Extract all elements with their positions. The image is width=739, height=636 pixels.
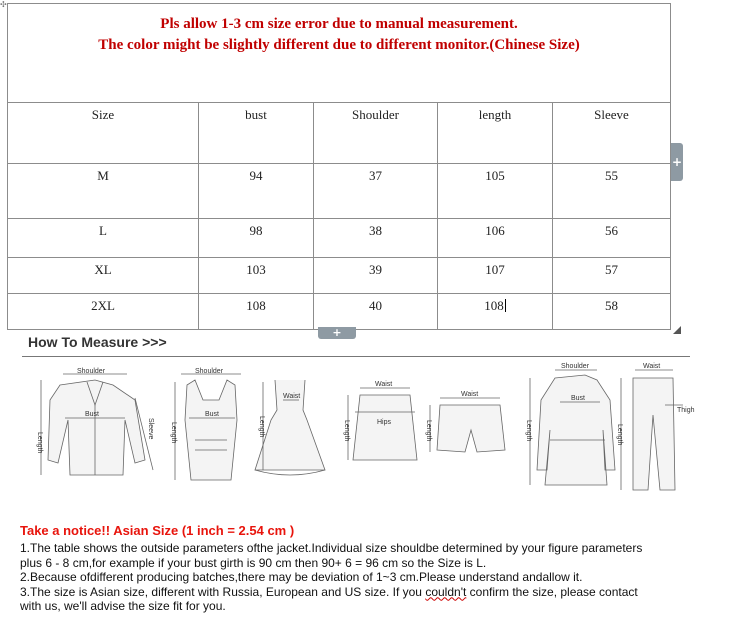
size-table-container [7,3,670,330]
header-sleeve[interactable]: Sleeve [553,103,671,164]
cell-bust[interactable]: 98 [199,219,314,258]
add-column-button[interactable]: + [671,143,683,181]
label-length: Length [425,420,432,442]
jacket-illustration [41,374,153,475]
header-bust[interactable]: bust [199,103,314,164]
instruction-item-1: 1.The table shows the outside parameters ofthe jacket.Individual size shouldbe determined by your figure parameters plus 6 - 8 cm,for example if your bust girth is 90 cm then 90+ 6 = 96 cm so the Size is L. [20,541,643,570]
label-shoulder: Shoulder [195,368,224,375]
coat-illustration [530,370,615,485]
table-row [8,219,671,258]
label-length: Length [170,422,177,444]
cell-sleeve[interactable]: 58 [553,294,671,330]
label-length: Length [343,420,350,442]
label-length: Length [525,420,532,442]
cell-length[interactable]: 106 [438,219,553,258]
cell-bust[interactable]: 94 [199,164,314,219]
label-shoulder: Shoulder [561,363,590,370]
spellcheck-word[interactable]: couldn't [425,584,467,599]
cell-length-value: 108 [484,298,504,313]
label-waist: Waist [461,391,479,398]
notice-row [8,4,671,103]
table-anchor-icon[interactable]: ✣ [0,0,7,9]
instruction-item-3-end: confirm the size, please contact with us, we'll advise the size fit for you. [20,584,638,613]
cell-shoulder[interactable]: 39 [314,258,438,294]
size-table [7,3,671,330]
tank-illustration [175,374,241,480]
cell-size[interactable]: 2XL [8,294,199,330]
cell-length-active[interactable] [438,294,553,330]
label-waist: Waist [283,393,301,400]
measure-illustrations [15,360,705,500]
cell-sleeve[interactable]: 57 [553,258,671,294]
cell-length[interactable]: 105 [438,164,553,219]
label-bust: Bust [571,395,586,402]
notice-cell[interactable] [8,4,671,103]
label-sleeve: Sleeve [147,418,154,440]
cell-shoulder[interactable]: 40 [314,294,438,330]
table-resize-handle[interactable] [673,326,681,334]
label-shoulder: Shoulder [77,368,106,375]
label-bust: Bust [205,411,220,418]
cell-bust[interactable]: 103 [199,258,314,294]
cell-length[interactable]: 107 [438,258,553,294]
how-to-measure-title: How To Measure >>> [28,334,167,350]
instructions-list [20,541,660,614]
cell-size[interactable]: L [8,219,199,258]
take-notice-heading: Take a notice!! Asian Size (1 inch = 2.54 cm ) [20,523,295,538]
cell-size[interactable]: XL [8,258,199,294]
label-hips: Hips [377,419,392,426]
label-thigh: Thigh [677,407,695,414]
header-length[interactable]: length [438,103,553,164]
instruction-item-3 [20,585,660,614]
label-waist: Waist [375,381,393,388]
notice-line-1: Pls allow 1-3 cm size error due to manual measurement. [160,16,518,32]
table-header-row [8,103,671,164]
instruction-item-2: 2.Because ofdifferent producing batches,there may be deviation of 1~3 cm.Please understand andallow it. [20,570,583,584]
notice-line-2: The color might be slightly different due to different monitor.(Chinese Size) [98,37,580,53]
table-row [8,294,671,330]
label-length: Length [36,432,43,454]
shorts-illustration [430,398,505,452]
table-row [8,164,671,219]
pants-illustration [621,370,683,490]
text-cursor [505,299,506,312]
add-row-button[interactable]: + [318,327,356,339]
cell-size[interactable]: M [8,164,199,219]
table-row [8,258,671,294]
header-shoulder[interactable]: Shoulder [314,103,438,164]
instruction-item-3-start: 3.The size is Asian size, different with Russia, European and US size. If you [20,584,426,599]
cell-shoulder[interactable]: 37 [314,164,438,219]
cell-shoulder[interactable]: 38 [314,219,438,258]
divider [22,356,690,357]
cell-sleeve[interactable]: 55 [553,164,671,219]
label-length: Length [616,424,623,446]
label-bust: Bust [85,411,100,418]
label-waist: Waist [643,363,661,370]
cell-sleeve[interactable]: 56 [553,219,671,258]
header-size[interactable]: Size [8,103,199,164]
label-length: Length [258,416,265,438]
cell-bust[interactable]: 108 [199,294,314,330]
